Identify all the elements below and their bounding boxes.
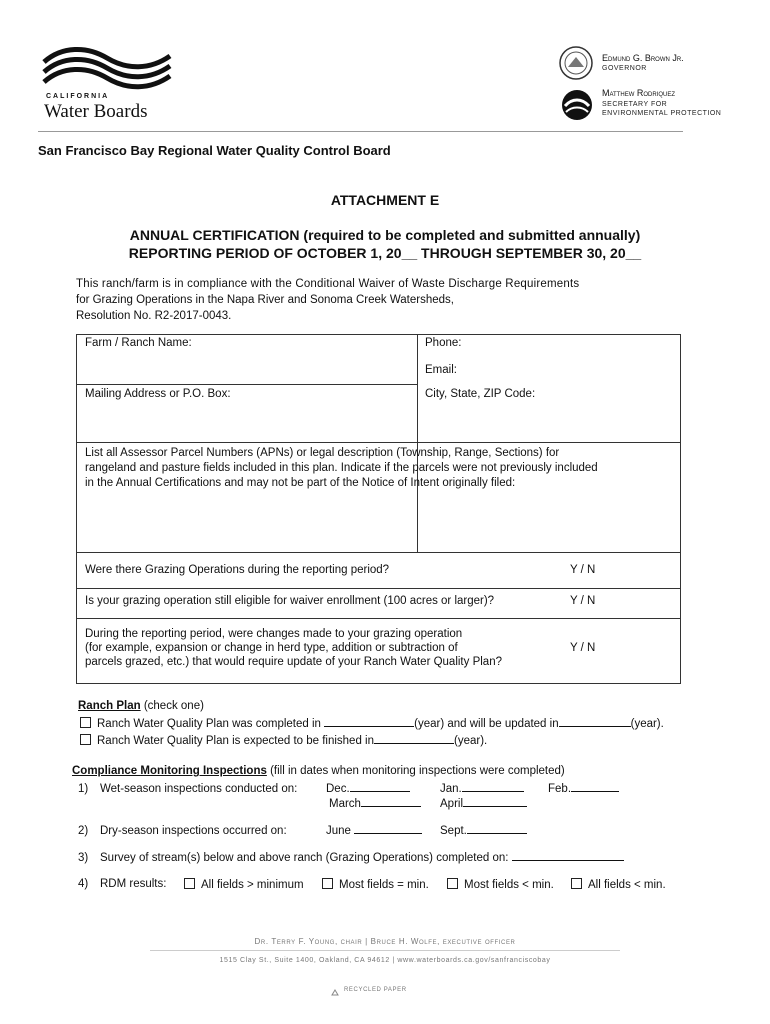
subtitle-line-1: ANNUAL CERTIFICATION (required to be completed and submitted annually) (129, 227, 641, 243)
logo-name: Water Boards (44, 101, 148, 122)
sept-field[interactable] (440, 825, 527, 837)
secretary-title-2: ENVIRONMENTAL PROTECTION (602, 110, 722, 117)
apn-text-3: in the Annual Certifications and may not be part of the Notice of Intent originally filed: (85, 477, 516, 489)
page-title: ATTACHMENT E (330, 192, 440, 208)
secretary-title-1: SECRETARY FOR (602, 101, 668, 108)
ranch-plan-option-2[interactable] (80, 734, 487, 747)
june-blank[interactable] (354, 833, 422, 834)
ranch-plan-heading (78, 700, 204, 712)
secretary-name: Matthew Rodriquez (602, 88, 676, 98)
question-changes-1: During the reporting period, were changes made to your grazing operation (85, 628, 463, 640)
survey-blank[interactable] (512, 860, 624, 861)
footer-address: 1515 Clay St., Suite 1400, Oakland, CA 94612 | www.waterboards.ca.gov/sanfranciscobay (219, 957, 551, 964)
question-changes-2: (for example, expansion or change in herd type, addition or subtraction of (85, 642, 458, 654)
mailing-address-field[interactable]: Mailing Address or P.O. Box: (85, 388, 231, 400)
june-field[interactable] (326, 825, 422, 837)
header-divider (38, 131, 683, 132)
water-boards-logo (42, 44, 182, 124)
footer-recycled: RECYCLED PAPER (344, 987, 407, 993)
compliance-title: Compliance Monitoring Inspections (72, 765, 267, 777)
item-4-num: 4) (78, 878, 89, 890)
rdm-option-1[interactable] (184, 878, 304, 891)
march-field[interactable] (329, 798, 421, 810)
rdm-option-2[interactable] (322, 878, 429, 891)
rdm4-label: All fields < min. (588, 879, 666, 891)
rdm-label: RDM results: (100, 878, 167, 890)
state-seal-icon (558, 45, 594, 86)
apn-text-1: List all Assessor Parcel Numbers (APNs) or legal description (Township, Range, Sections) for (85, 447, 560, 459)
survey-label: Survey of stream(s) below and above ranch (Grazing Operations) completed on: (100, 852, 509, 864)
opt1-text-b: (year) and will be updated in (414, 718, 559, 730)
checkbox-most-below[interactable] (447, 878, 458, 889)
apn-text-2: rangeland and pasture fields included in this plan. Indicate if the parcels were not previously included (85, 462, 598, 474)
governor-name: Edmund G. Brown Jr. (602, 53, 684, 63)
ranch-plan-note: (check one) (140, 700, 204, 712)
question-changes-3: parcels grazed, etc.) that would require update of your Ranch Water Quality Plan? (85, 656, 502, 668)
intro-line-1: This ranch/farm is in compliance with the Conditional Waiver of Waste Discharge Requirements (76, 278, 580, 290)
divider-h1 (76, 384, 417, 385)
checkbox-all-above[interactable] (184, 878, 195, 889)
recycle-icon (330, 986, 340, 1004)
divider-h5 (76, 618, 681, 619)
march-blank[interactable] (361, 806, 421, 807)
board-name: San Francisco Bay Regional Water Quality Control Board (38, 143, 391, 158)
email-field[interactable]: Email: (425, 364, 457, 376)
dec-label: Dec. (326, 783, 350, 795)
survey-field[interactable] (100, 852, 624, 864)
feb-label: Feb. (548, 783, 572, 795)
jan-blank[interactable] (462, 791, 524, 792)
feb-field[interactable] (548, 783, 619, 795)
governor-title: GOVERNOR (602, 65, 647, 72)
answer-yn-1[interactable]: Y / N (570, 564, 596, 576)
checkbox-most-equal[interactable] (322, 878, 333, 889)
sept-blank[interactable] (467, 833, 527, 834)
opt1-text-a: Ranch Water Quality Plan was completed in (97, 718, 325, 730)
opt2-text-a: Ranch Water Quality Plan is expected to be finished in (97, 735, 374, 747)
question-eligibility: Is your grazing operation still eligible for waiver enrollment (100 acres or larger)? (85, 595, 495, 607)
jan-field[interactable] (440, 783, 524, 795)
compliance-heading (72, 765, 565, 777)
rdm1-label: All fields > minimum (201, 879, 304, 891)
divider-h2 (76, 442, 681, 443)
feb-blank[interactable] (571, 791, 619, 792)
divider-h3 (76, 552, 681, 553)
answer-yn-3[interactable]: Y / N (570, 642, 596, 654)
item-3-num: 3) (78, 852, 89, 864)
wave-logo-icon (42, 44, 172, 90)
apn-input-area[interactable] (80, 494, 676, 548)
opt1-text-c: (year). (630, 718, 664, 730)
expected-year-blank[interactable] (374, 743, 454, 744)
item-2-num: 2) (78, 825, 89, 837)
rdm-option-4[interactable] (571, 878, 666, 891)
city-state-zip-field[interactable]: City, State, ZIP Code: (425, 388, 536, 400)
april-blank[interactable] (463, 806, 527, 807)
april-field[interactable] (440, 798, 527, 810)
rdm-option-3[interactable] (447, 878, 554, 891)
logo-state: CALIFORNIA (46, 93, 110, 100)
jan-label: Jan. (440, 783, 462, 795)
intro-line-3: Resolution No. R2-2017-0043. (76, 310, 232, 322)
divider-h4 (76, 588, 681, 589)
footer-officers: Dr. Terry F. Young, chair | Bruce H. Wolfe, executive officer (254, 937, 516, 946)
phone-field[interactable]: Phone: (425, 337, 462, 349)
ranch-plan-title: Ranch Plan (78, 700, 141, 712)
rdm3-label: Most fields < min. (464, 879, 554, 891)
compliance-note: (fill in dates when monitoring inspections were completed) (266, 765, 565, 777)
dec-blank[interactable] (350, 791, 410, 792)
calepa-logo-icon (560, 88, 594, 127)
rdm2-label: Most fields = min. (339, 879, 429, 891)
completed-year-blank[interactable] (324, 726, 414, 727)
wet-season-label: Wet-season inspections conducted on: (100, 783, 298, 795)
farm-name-field[interactable]: Farm / Ranch Name: (85, 337, 192, 349)
answer-yn-2[interactable]: Y / N (570, 595, 596, 607)
question-grazing-operations: Were there Grazing Operations during the reporting period? (85, 564, 390, 576)
april-label: April (440, 798, 464, 810)
intro-line-2: for Grazing Operations in the Napa River and Sonoma Creek Watersheds, (76, 294, 454, 306)
dec-field[interactable] (326, 783, 410, 795)
opt2-text-b: (year). (454, 735, 488, 747)
item-1-num: 1) (78, 783, 89, 795)
sept-label: Sept. (440, 825, 467, 837)
ranch-plan-option-1[interactable] (80, 717, 664, 730)
subtitle-line-2: REPORTING PERIOD OF OCTOBER 1, 20__ THROUGH SEPTEMBER 30, 20__ (128, 245, 642, 261)
checkbox-expected[interactable] (80, 734, 91, 745)
checkbox-completed[interactable] (80, 717, 91, 728)
footer-divider (150, 950, 620, 951)
march-label: March (329, 798, 361, 810)
june-label: June (326, 825, 351, 837)
updated-year-blank[interactable] (559, 726, 631, 727)
dry-season-label: Dry-season inspections occurred on: (100, 825, 287, 837)
checkbox-all-below[interactable] (571, 878, 582, 889)
